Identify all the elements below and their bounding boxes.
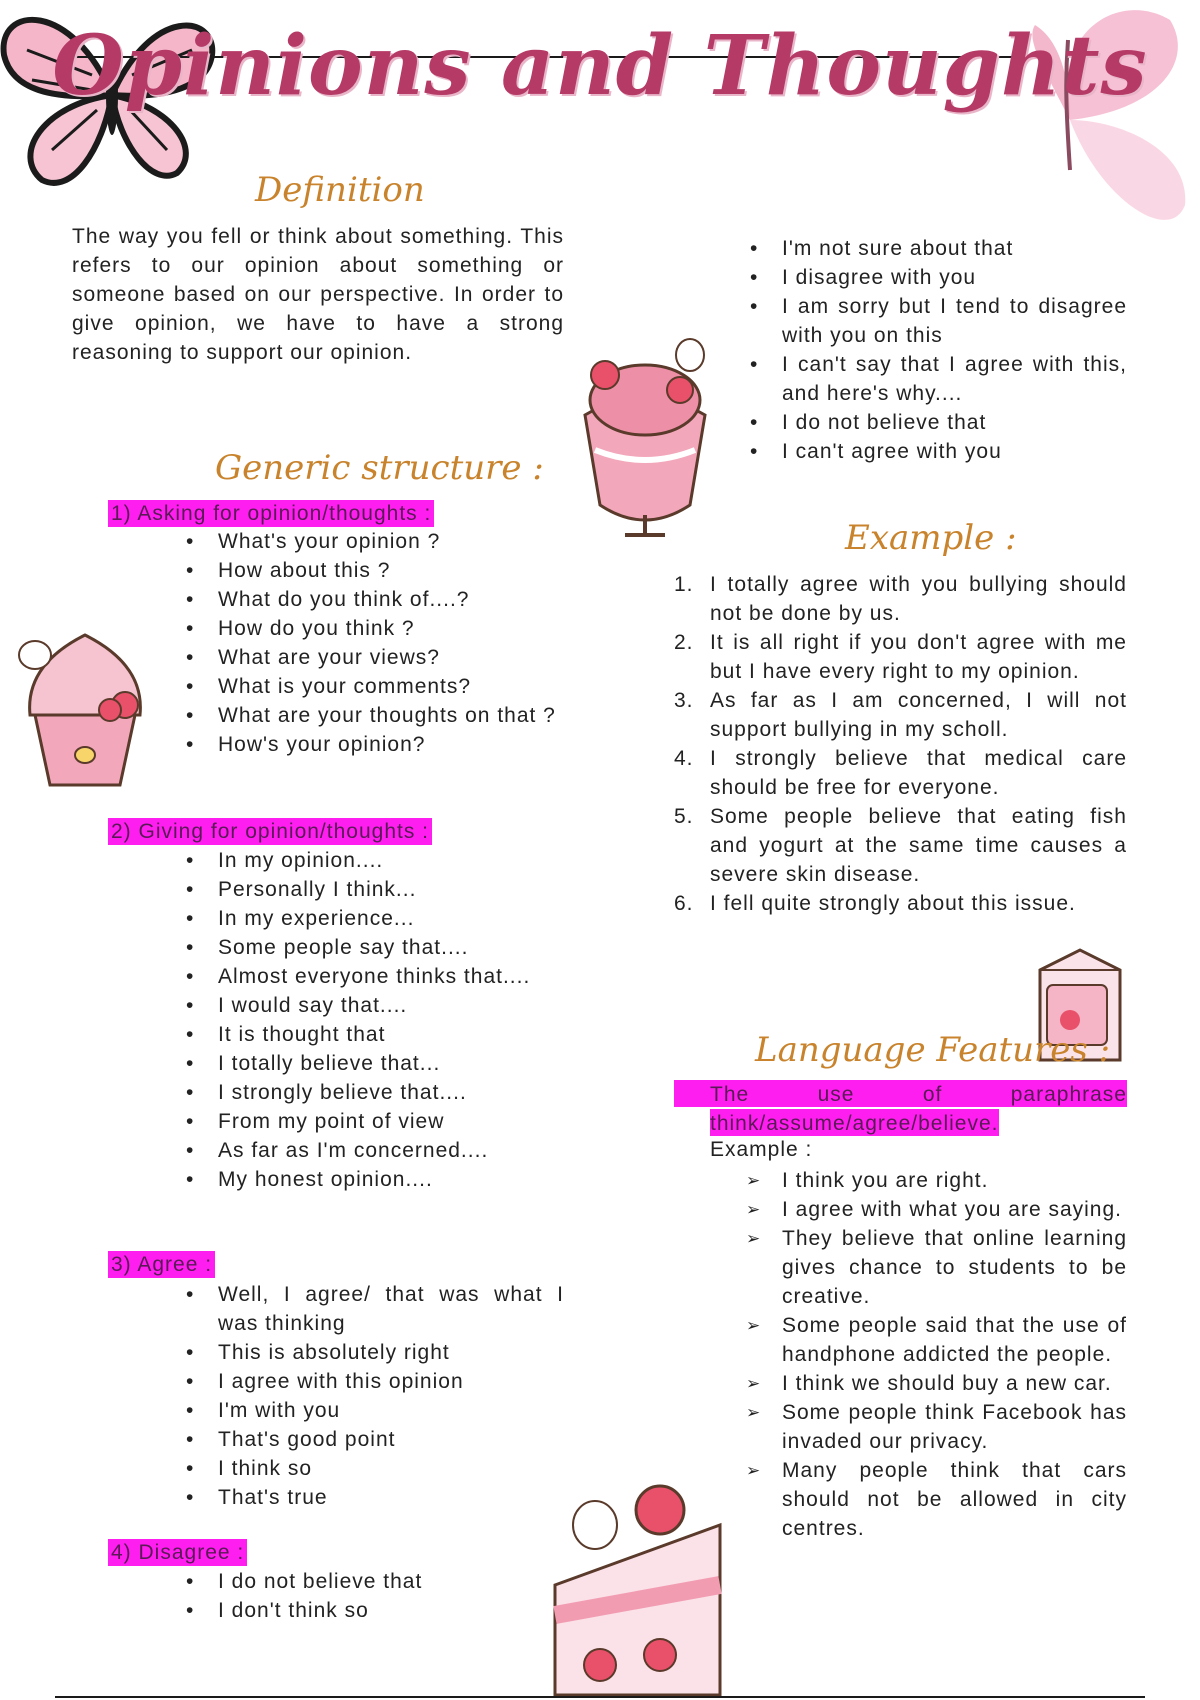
list-item: 4. I strongly believe that medical care should be free for everyone. xyxy=(674,747,1127,799)
list-item: • My honest opinion.... xyxy=(186,1168,433,1191)
strawberry-cake-slice-illustration xyxy=(540,1465,740,1700)
list-item: 3. As far as I am concerned, I will not support bullying in my scholl. xyxy=(674,689,1127,741)
list-item: ➢ Many people think that cars should not be allowed in city centres. xyxy=(746,1459,1127,1540)
list-item: • What do you think of....? xyxy=(186,588,470,611)
list-item: • From my point of view xyxy=(186,1110,445,1133)
list-item: • How do you think ? xyxy=(186,617,415,640)
definition-heading: Definition xyxy=(255,170,425,210)
disagree-section-label: 4) Disagree : xyxy=(108,1539,247,1566)
list-item: • I do not believe that xyxy=(186,1570,423,1593)
list-item: ➢ Some people think Facebook has invaded our privacy. xyxy=(746,1401,1127,1453)
language-feature-point-line2: think/assume/agree/believe. xyxy=(710,1109,999,1136)
language-features-example-label: Example : xyxy=(710,1138,813,1161)
list-item: ➢ I agree with what you are saying. xyxy=(746,1198,1123,1221)
language-feature-point xyxy=(710,1080,1127,1138)
asking-section-label: 1) Asking for opinion/thoughts : xyxy=(108,500,434,527)
list-item: • I don't think so xyxy=(186,1599,369,1622)
example-list xyxy=(674,570,1127,918)
list-item: • This is absolutely right xyxy=(186,1341,450,1364)
generic-structure-heading: Generic structure : xyxy=(215,448,544,488)
list-item: 5. Some people believe that eating fish and yogurt at the same time causes a severe skin disease. xyxy=(674,805,1127,886)
list-item: 6. I fell quite strongly about this issue. xyxy=(674,892,1076,915)
example-heading: Example : xyxy=(845,518,1017,558)
list-item: • That's good point xyxy=(186,1428,396,1451)
strawberry-parfait-illustration xyxy=(570,320,720,540)
list-item: • What's your opinion ? xyxy=(186,530,441,553)
list-item: ➢ I think you are right. xyxy=(746,1169,989,1192)
list-item: • As far as I'm concerned.... xyxy=(186,1139,489,1162)
list-item: • In my experience... xyxy=(186,907,415,930)
disagree-list-left xyxy=(186,1567,564,1625)
list-item: • I totally believe that... xyxy=(186,1052,441,1075)
list-item: • It is thought that xyxy=(186,1023,386,1046)
page-title: Opinions and Thoughts xyxy=(52,18,1148,114)
list-item: • I can't say that I agree with this, and here's why.... xyxy=(750,353,1127,405)
giving-section-label: 2) Giving for opinion/thoughts : xyxy=(108,818,432,845)
disagree-list-right xyxy=(750,234,1127,466)
list-item: • I'm with you xyxy=(186,1399,341,1422)
list-item: 2. It is all right if you don't agree with me but I have every right to my opinion. xyxy=(674,631,1127,683)
language-feature-point-line1: The use of paraphrase xyxy=(674,1080,1127,1107)
bottom-rule xyxy=(55,1696,1145,1698)
list-item: • Well, I agree/ that was what I was thinking xyxy=(186,1283,564,1335)
giving-list xyxy=(186,846,564,1194)
list-item: • Personally I think... xyxy=(186,878,417,901)
list-item: ➢ Some people said that the use of handphone addicted the people. xyxy=(746,1314,1127,1366)
list-item: • I am sorry but I tend to disagree with you on this xyxy=(750,295,1127,347)
list-item: • I do not believe that xyxy=(750,411,987,434)
list-item: • What are your thoughts on that ? xyxy=(186,704,556,727)
list-item: • I agree with this opinion xyxy=(186,1370,464,1393)
language-features-heading: Language Features : xyxy=(755,1030,1111,1070)
list-item: • I disagree with you xyxy=(750,266,977,289)
list-item: • I would say that.... xyxy=(186,994,408,1017)
list-item: • I can't agree with you xyxy=(750,440,1002,463)
list-item: 1. I totally agree with you bullying should not be done by us. xyxy=(674,573,1127,625)
list-item: • How about this ? xyxy=(186,559,391,582)
list-item: • What is your comments? xyxy=(186,675,472,698)
list-item: ➢ They believe that online learning gives chance to students to be creative. xyxy=(746,1227,1127,1308)
list-item: • I'm not sure about that xyxy=(750,237,1014,260)
list-item: • What are your views? xyxy=(186,646,440,669)
list-item: • How's your opinion? xyxy=(186,733,426,756)
list-item: ➢ I think we should buy a new car. xyxy=(746,1372,1112,1395)
list-item: • Almost everyone thinks that.... xyxy=(186,965,531,988)
language-features-examples xyxy=(746,1166,1127,1543)
list-item: • Some people say that.... xyxy=(186,936,469,959)
strawberry-cupcake-illustration xyxy=(5,615,165,795)
list-item: • In my opinion.... xyxy=(186,849,384,872)
definition-text: The way you fell or think about something. This refers to our opinion about something or someone based on our perspective. In order to give opinion, we have to have a strong reasoning to support our opinion. xyxy=(72,225,564,364)
list-item: • That's true xyxy=(186,1486,328,1509)
agree-list xyxy=(186,1280,564,1512)
agree-section-label: 3) Agree : xyxy=(108,1251,215,1278)
asking-list xyxy=(186,527,564,759)
list-item: • I think so xyxy=(186,1457,313,1480)
list-item: • I strongly believe that.... xyxy=(186,1081,467,1104)
